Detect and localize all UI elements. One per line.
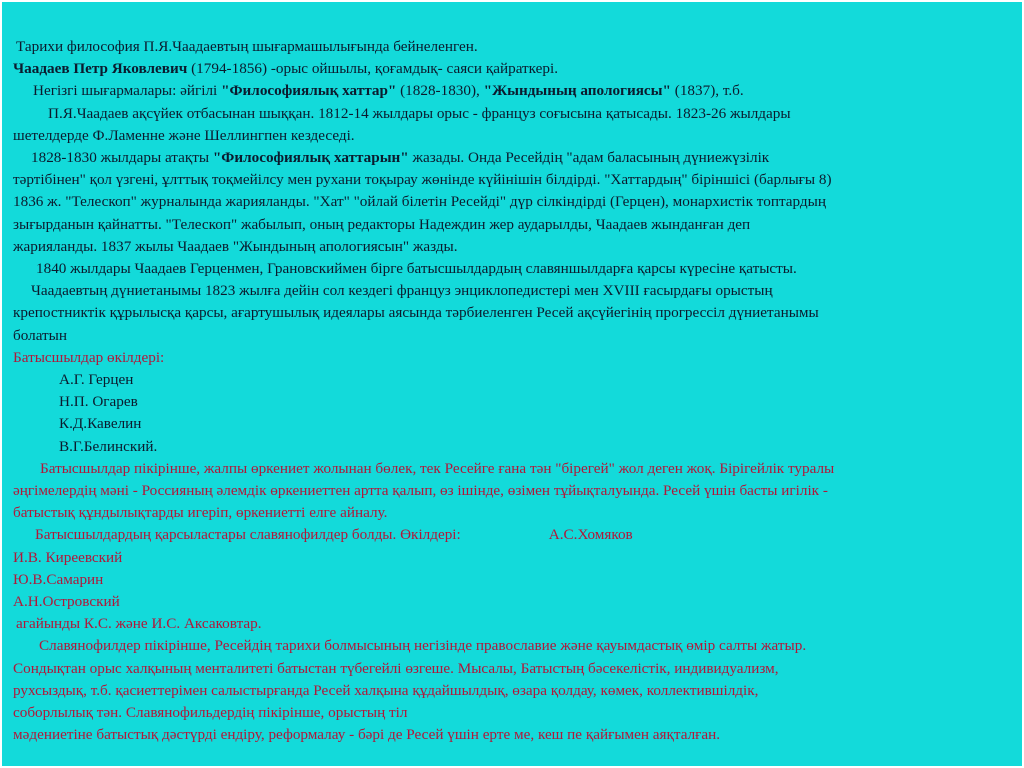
bio-line [13,58,1010,80]
westerner-item: Н.П. Огарев [59,393,138,411]
slavophile-view-line-3: рухсыздық, т.б. қасиеттерімен салыстырғанда Ресей халқына құдайшылдық, өзара қолдау, көмек, коллектившілдік, [13,681,759,699]
westerner-item: К.Д.Кавелин [59,415,142,433]
struggle-line: 1840 жылдары Чаадаев Герценмен, Грановскиймен бірге батысшылдардың славяншылдарға қарсы күресіне қатысты. [36,260,797,278]
slavophiles-intro-line [13,524,1010,546]
letters-bold: "Философиялық хаттарын" [212,149,409,167]
worldview-line-3: болатын [13,326,68,344]
letters-line-4: зығырданын қайнатты. "Телескоп" жабылып, оның редакторы Надеждин жер аударылды, Чаадаев жынданған деп [13,215,751,233]
slavophile-item: А.Н.Островский [13,593,120,611]
works-end: (1837), т.б. [670,82,744,100]
slavophile-brothers: агайынды К.С. және И.С. Аксаковтар. [16,615,262,633]
slavophile-first: А.С.Хомяков [548,526,633,544]
slavophiles-intro: Батысшылдардың қарсыластары славянофилдер болды. Өкілдері: [35,526,461,544]
letters-line-5: жарияланды. 1837 жылы Чаадаев "Жындының апологиясын" жазды. [13,237,458,255]
letters-line-1 [13,147,1010,169]
work-apology: "Жындының апологиясы" [483,82,671,100]
origin-line-1: П.Я.Чаадаев ақсүйек отбасынан шыққан. 1812-14 жылдары орыс - француз соғысына қатысады. 1823-26 жылдары [48,104,791,122]
slide-title [13,36,1010,58]
letters-line-3: 1836 ж. "Телескоп" журналында жарияланды. "Хат" "ойлай білетін Ресейді" дүр сілкіндірді (Герцен), монархистік топтардың [13,193,826,211]
westerner-item: А.Г. Герцен [59,371,134,389]
works-mid: (1828-1830), [396,82,484,100]
western-view-line-3: батыстық құндылықтарды игеріп, өркениетті елге айналу. [13,504,388,522]
slavophile-view-line-1: Славянофилдер пікірінше, Ресейдің тарихи болмысының негізінде православие және қауымдастық өмір салты жатыр. [39,637,807,655]
bio-name: Чаадаев Петр Яковлевич [13,60,188,78]
worldview-line-2: крепостниктік құрылысқа қарсы, ағартушылық идеялары аясында тәрбиеленген Ресей ақсүйегінің прогрессіл дүниетанымы [13,304,819,322]
slavophile-view-line-2: Сондықтан орыс халқының менталитеті батыстан түбегейлі өзгеше. Мысалы, Батыстың бәсекелістік, индивидуализм, [13,659,779,677]
slavophile-view-line-4: соборлылық тән. Славянофильдердің пікірінше, орыстың тіл [13,704,408,722]
westerner-item: В.Г.Белинский. [59,437,158,455]
slavophile-item: И.В. Киреевский [13,548,123,566]
bio-rest: (1794-1856) -орыс ойшылы, қоғамдық- саяси қайраткері. [187,60,559,78]
letters-pre: 1828-1830 жылдары атақты [31,149,213,167]
slavophile-view-line-5: мәдениетіне батыстық дәстүрді ендіру, реформалау - бәрі де Ресей үшін ерте ме, кеш пе қайғымен аяқталған. [13,726,721,744]
works-line [13,80,1010,102]
western-view-line-1: Батысшылдар пікірінше, жалпы өркениет жолынан бөлек, тек Ресейге ғана тән "бірегей" жол деген жоқ. Бірігейлік туралы [40,459,835,477]
worldview-line-1: Чаадаевтың дүниетанымы 1823 жылға дейін сол кездегі француз энциклопедистері мен XVIII ғасырдағы орыстың [31,282,773,300]
origin-line-2: шетелдерде Ф.Ламенне және Шеллингпен кездеседі. [13,126,355,144]
title-text: Тарихи философия П.Я.Чаадаевтың шығармашылығында бейнеленген. [16,38,478,55]
works-intro: Негізгі шығармалары: әйгілі [33,82,222,100]
slide [2,2,1022,766]
letters-line-2: тәртібінен" қол үзгені, ұлттық тоқмейілсу мен рухани тоқырау жөнінде күйінішін білдірді. "Хаттардың" біріншісі (барлығы 8) [13,171,832,189]
western-view-line-2: әңгімелердің мәні - Россияның әлемдік өркениеттен артта қалып, өз ішінде, өзімен тұйықталуында. Ресей үшін басты игілік - [13,482,828,500]
letters-post: жазады. Онда Ресейдің "адам баласының дүниежүзілік [408,149,770,167]
slavophile-item: Ю.В.Самарин [13,570,104,588]
work-letters: "Философиялық хаттар" [221,82,397,100]
westerners-heading: Батысшылдар өкілдері: [13,348,165,366]
